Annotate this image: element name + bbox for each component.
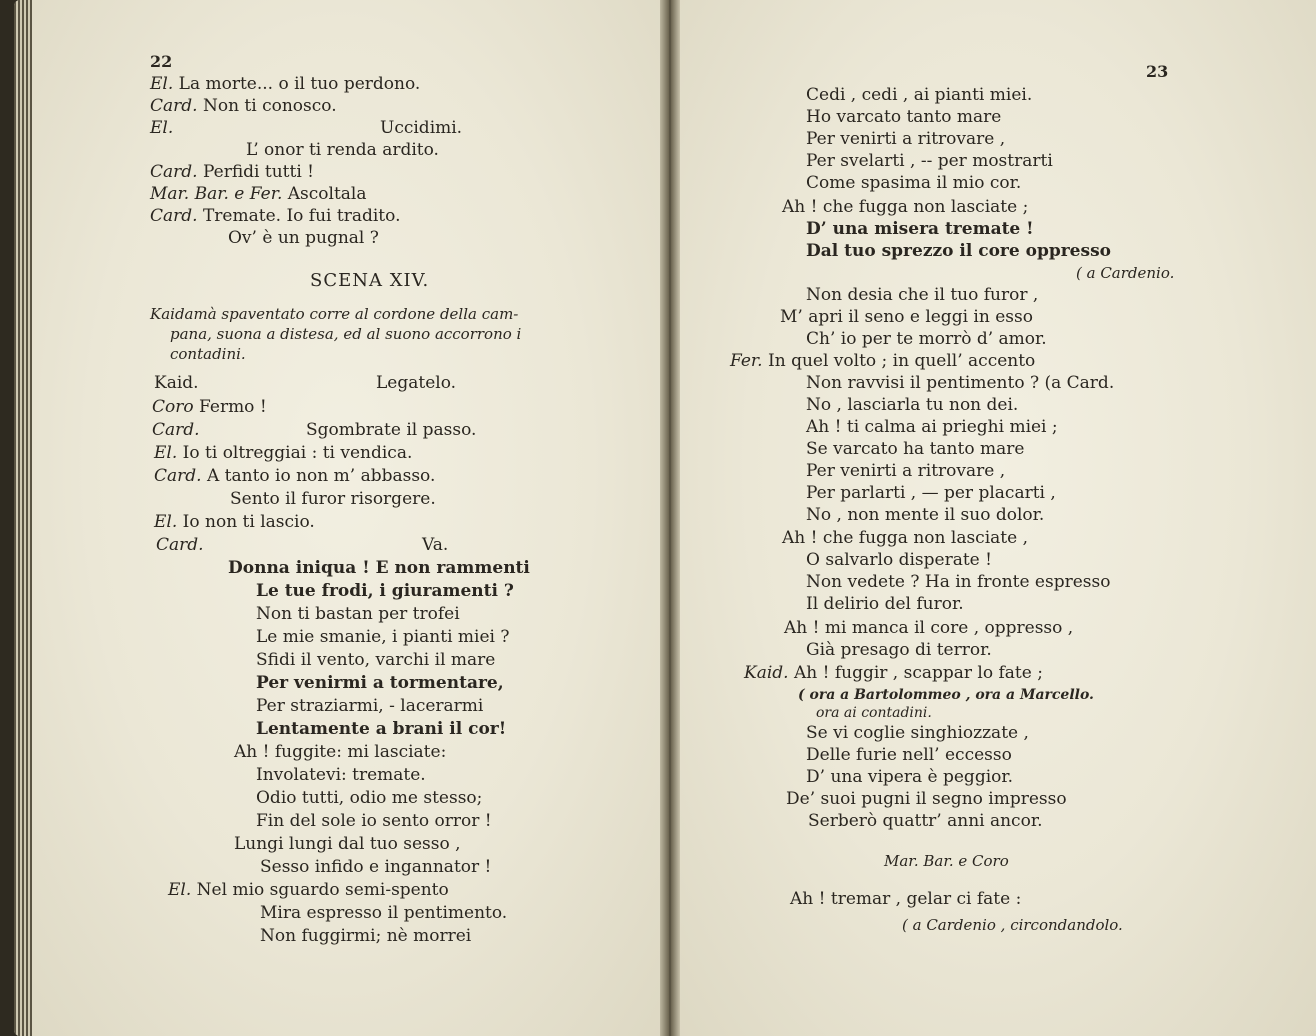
speaker-label: Mar. Bar. e Fer.	[150, 184, 283, 204]
verse-text: Ah ! fuggir , scappar lo fate ;	[788, 663, 1043, 683]
scene-heading: SCENA XIV.	[310, 270, 430, 291]
speaker-label: Card.	[150, 96, 198, 116]
page-number-right: 23	[1146, 62, 1169, 81]
speaker-label: Card.	[152, 420, 200, 440]
verse-text: Ah ! mi manca il core , oppresso ,	[784, 618, 1074, 638]
chorus-heading: Mar. Bar. e Coro	[884, 852, 1009, 870]
verse-line	[154, 442, 412, 464]
speaker-label: Kaid.	[744, 663, 789, 683]
verse-text: Ah ! fuggite: mi lasciate:	[234, 742, 447, 762]
verse-text: Se varcato ha tanto mare	[806, 439, 1025, 459]
verse-text: Non fuggirmi; nè morrei	[260, 926, 472, 946]
verse-text: Già presago di terror.	[806, 640, 992, 660]
speaker-label: El.	[150, 118, 174, 138]
verse-text: L’ onor ti renda ardito.	[246, 140, 439, 160]
verse-line	[246, 139, 439, 161]
verse-text: O salvarlo disperate !	[806, 550, 992, 570]
verse-text: Fermo !	[193, 397, 267, 417]
verse-text: Ov’ è un pugnal ?	[228, 228, 379, 248]
verse-text: Lentamente a brani il cor!	[256, 719, 507, 739]
verse-text: La morte... o il tuo perdono.	[173, 74, 421, 94]
verse-text: Per straziarmi, - lacerarmi	[256, 696, 484, 716]
verse-line	[150, 161, 314, 183]
speaker-label: El.	[150, 74, 174, 94]
speaker-label: El.	[154, 512, 178, 532]
book-gutter	[660, 0, 680, 1036]
verse-line	[228, 227, 379, 249]
page-number-left: 22	[150, 52, 173, 71]
verse-text: Perfidi tutti !	[197, 162, 315, 182]
verse-text: Lungi lungi dal tuo sesso ,	[234, 834, 461, 854]
speaker-label: El.	[168, 880, 192, 900]
verse-text: De’ suoi pugni il segno impresso	[786, 789, 1067, 809]
speaker-label: Kaid.	[154, 373, 199, 393]
verse-text: Nel mio sguardo semi-spento	[191, 880, 449, 900]
verse-text: Per venirti a ritrovare ,	[806, 461, 1006, 481]
verse-text: In quel volto ; in quell’ accento	[762, 351, 1036, 371]
stage-direction: ( ora a Bartolommeo , ora a Marcello.	[798, 687, 1094, 703]
verse-text: Ch’ io per te morrò d’ amor.	[806, 329, 1047, 349]
verse-text: Ascoltala	[282, 184, 367, 204]
verse-line	[150, 183, 367, 205]
verse-text: Non ti bastan per trofei	[256, 604, 460, 624]
stage-direction-line: Kaidamà spaventato corre al cordone della cam-	[150, 305, 519, 323]
verse-text: Per svelarti , -- per mostrarti	[806, 151, 1053, 171]
verse-line	[150, 73, 420, 95]
verse-text: D’ una misera tremate !	[806, 219, 1034, 239]
verse-text: Ah ! che fugga non lasciate ,	[782, 528, 1028, 548]
verse-line	[744, 662, 1043, 684]
verse-line	[730, 350, 1035, 372]
speaker-label: Card.	[154, 466, 202, 486]
verse-text: M’ apri il seno e leggi in esso	[780, 307, 1033, 327]
verse-text: Ah ! ti calma ai prieghi miei ;	[806, 417, 1058, 437]
verse-text: Ho varcato tanto mare	[806, 107, 1002, 127]
verse-text: Sento il furor risorgere.	[230, 489, 436, 509]
verse-text: Va.	[422, 535, 449, 555]
verse-text: Fin del sole io sento orror !	[256, 811, 492, 831]
speaker-label: Coro	[152, 397, 194, 417]
right-page	[676, 0, 1316, 1036]
verse-text: Io non ti lascio.	[177, 512, 315, 532]
verse-text: Il delirio del furor.	[806, 594, 964, 614]
stage-direction: ora ai contadini.	[816, 705, 932, 721]
verse-text: Le mie smanie, i pianti miei ?	[256, 627, 510, 647]
verse-text: Sgombrate il passo.	[306, 420, 477, 440]
stage-direction-line: contadini.	[170, 345, 246, 363]
verse-text: No , lasciarla tu non dei.	[806, 395, 1019, 415]
verse-text: Dal tuo sprezzo il core oppresso	[806, 241, 1111, 261]
verse-line	[150, 95, 337, 117]
verse-text: Per venirti a ritrovare ,	[806, 129, 1006, 149]
verse-text: Se vi coglie singhiozzate ,	[806, 723, 1029, 743]
verse-text: Sesso infido e ingannator !	[260, 857, 492, 877]
verse-text: Sfidi il vento, varchi il mare	[256, 650, 496, 670]
verse-text: Cedi , cedi , ai pianti miei.	[806, 85, 1033, 105]
verse-text: Ah ! che fugga non lasciate ;	[782, 197, 1029, 217]
page-edges	[14, 0, 32, 1036]
verse-text: Involatevi: tremate.	[256, 765, 426, 785]
stage-direction-line: pana, suona a distesa, ed al suono accorrono i	[170, 325, 522, 343]
verse-text: Ah ! tremar , gelar ci fate :	[790, 889, 1022, 909]
verse-text: D’ una vipera è peggior.	[806, 767, 1014, 787]
verse-line	[154, 511, 315, 533]
left-page	[14, 0, 664, 1036]
verse-text: Come spasima il mio cor.	[806, 173, 1022, 193]
verse-line	[150, 117, 173, 139]
verse-text: Mira espresso il pentimento.	[260, 903, 508, 923]
verse-text: Non ravvisi il pentimento ? (a Card.	[806, 373, 1115, 393]
verse-text: No , non mente il suo dolor.	[806, 505, 1045, 525]
verse-text: Legatelo.	[376, 373, 457, 393]
verse-text: Io ti oltreggiai : ti vendica.	[177, 443, 413, 463]
verse-text: Le tue frodi, i giuramenti ?	[256, 581, 514, 601]
verse-text: Donna iniqua ! E non rammenti	[228, 558, 530, 578]
speaker-label: Fer.	[730, 351, 763, 371]
verse-text: Per venirmi a tormentare,	[256, 673, 504, 693]
verse-text: Uccidimi.	[380, 118, 463, 138]
verse-line	[150, 205, 400, 227]
verse-text: Non vedete ? Ha in fronte espresso	[806, 572, 1111, 592]
stage-direction: ( a Cardenio , circondandolo.	[902, 916, 1123, 934]
verse-text: Tremate. Io fui tradito.	[197, 206, 401, 226]
stage-direction: ( a Cardenio.	[1076, 264, 1175, 282]
speaker-label: Card.	[156, 535, 204, 555]
verse-text: Per parlarti , — per placarti ,	[806, 483, 1056, 503]
speaker-label: Card.	[150, 206, 198, 226]
verse-text: A tanto io non m’ abbasso.	[201, 466, 436, 486]
verse-text: Delle furie nell’ eccesso	[806, 745, 1012, 765]
verse-text: Non ti conosco.	[197, 96, 337, 116]
verse-text: Non desia che il tuo furor ,	[806, 285, 1039, 305]
verse-line	[154, 465, 435, 487]
speaker-label: Card.	[150, 162, 198, 182]
verse-line	[152, 396, 267, 418]
verse-text: Odio tutti, odio me stesso;	[256, 788, 483, 808]
verse-line	[168, 879, 449, 901]
speaker-label: El.	[154, 443, 178, 463]
verse-text: Serberò quattr’ anni ancor.	[808, 811, 1043, 831]
